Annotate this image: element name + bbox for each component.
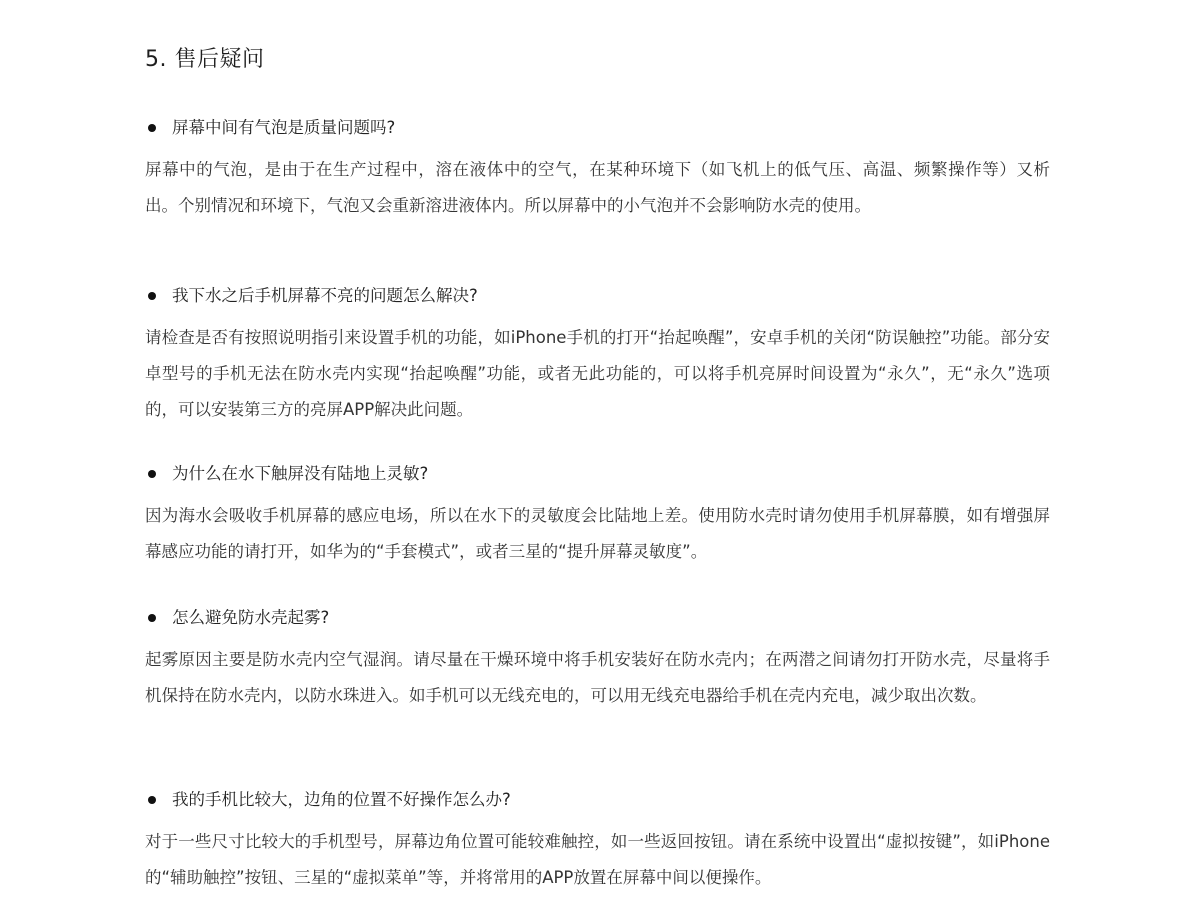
faq-item-large-phone	[145, 788, 1050, 896]
bullet-icon	[148, 796, 156, 804]
faq-answer: 对于一些尺寸比较大的手机型号，屏幕边角位置可能较难触控，如一些返回按钮。请在系统中设置出“虚拟按键”，如iPhone的“辅助触控”按钮、三星的“虚拟菜单”等，并将常用的APP放置在屏幕中间以便操作。	[145, 832, 1050, 887]
bullet-icon	[148, 614, 156, 622]
faq-question-text: 我的手机比较大，边角的位置不好操作怎么办?	[172, 790, 511, 809]
faq-question-text: 屏幕中间有气泡是质量问题吗?	[172, 118, 396, 137]
faq-question	[145, 284, 1050, 308]
faq-question-text: 怎么避免防水壳起雾?	[172, 608, 330, 627]
faq-question	[145, 788, 1050, 812]
faq-item-touch-sensitivity	[145, 462, 1050, 570]
faq-question-text: 我下水之后手机屏幕不亮的问题怎么解决?	[172, 286, 478, 305]
section-title: 5. 售后疑问	[145, 47, 265, 72]
bullet-icon	[148, 470, 156, 478]
faq-answer: 因为海水会吸收手机屏幕的感应电场，所以在水下的灵敏度会比陆地上差。使用防水壳时请勿使用手机屏幕膜，如有增强屏幕感应功能的请打开，如华为的“手套模式”，或者三星的“提升屏幕灵敏度”。	[145, 506, 1050, 561]
faq-question	[145, 462, 1050, 486]
faq-answer: 请检查是否有按照说明指引来设置手机的功能，如iPhone手机的打开“抬起唤醒”，安卓手机的关闭“防误触控”功能。部分安卓型号的手机无法在防水壳内实现“抬起唤醒”功能，或者无此功能的，可以将手机亮屏时间设置为“永久”，无“永久”选项的，可以安装第三方的亮屏APP解决此问题。	[145, 328, 1050, 419]
faq-question-text: 为什么在水下触屏没有陆地上灵敏?	[172, 464, 429, 483]
faq-answer: 起雾原因主要是防水壳内空气湿润。请尽量在干燥环境中将手机安装好在防水壳内；在两潜之间请勿打开防水壳，尽量将手机保持在防水壳内，以防水珠进入。如手机可以无线充电的，可以用无线充电器给手机在壳内充电，减少取出次数。	[145, 650, 1050, 705]
faq-question	[145, 606, 1050, 630]
bullet-icon	[148, 124, 156, 132]
faq-answer: 屏幕中的气泡，是由于在生产过程中，溶在液体中的空气，在某种环境下（如飞机上的低气压、高温、频繁操作等）又析出。个别情况和环境下，气泡又会重新溶进液体内。所以屏幕中的小气泡并不会影响防水壳的使用。	[145, 160, 1050, 215]
bullet-icon	[148, 292, 156, 300]
faq-item-fogging	[145, 606, 1050, 714]
faq-question	[145, 116, 1050, 140]
faq-item-screen-off	[145, 284, 1050, 428]
faq-item-bubbles	[145, 116, 1050, 224]
